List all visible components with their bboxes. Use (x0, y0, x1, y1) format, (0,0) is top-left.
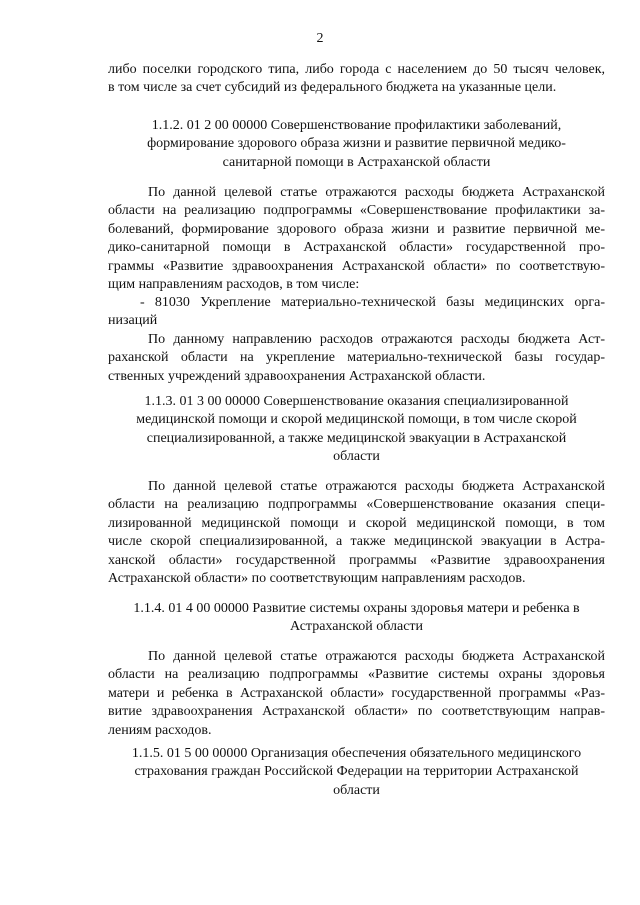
text-line: раханской области на укрепление материально-технической базы государ- (108, 350, 605, 366)
section-1-1-2-paragraph-2 (108, 331, 605, 386)
section-1-1-3-paragraph (108, 478, 605, 588)
text-line: По данной целевой статье отражаются расходы бюджета Астраханской (148, 649, 605, 664)
text-line: - 81030 Укрепление материально-технической базы медицинских орга- (140, 295, 605, 310)
heading-line: страхования граждан Российской Федерации на территории Астраханской (134, 764, 579, 780)
text-line: числе скорой специализированной, а также медицинской эвакуации в Астра- (108, 534, 605, 550)
heading-line: области (333, 449, 380, 465)
heading-line: 1.1.5. 01 5 00 00000 Организация обеспечения обязательного медицинского (131, 746, 582, 761)
section-1-1-2-paragraph (108, 184, 605, 294)
text-line: лениям расходов. (108, 722, 212, 738)
text-line: низаций (108, 313, 158, 329)
text-line: щим направлениям расходов, в том числе: (108, 277, 360, 293)
page-number: 2 (316, 31, 324, 46)
text-line: граммы «Развитие здравоохранения Астраханской области» по соответствую- (108, 258, 605, 274)
section-heading-1-1-2 (108, 117, 605, 172)
text-line: в том числе за счет субсидий из федерального бюджета на указанные цели. (108, 80, 557, 96)
text-line: Астраханской области» по соответствующим направлениям расходов. (108, 571, 526, 587)
text-line: области на реализацию подпрограммы «Совершенствование профилактики за- (108, 203, 605, 219)
text-line: матери и ребенка в Астраханской области» государственной программы «Раз- (108, 685, 605, 701)
text-line: витие здравоохранения Астраханской области» по соответствующим направ- (108, 704, 605, 720)
text-line: области на реализацию подпрограммы «Развитие системы охраны здоровья (108, 667, 605, 683)
heading-line: 1.1.2. 01 2 00 00000 Совершенствование профилактики заболеваний, (151, 118, 562, 133)
text-line: болеваний, формирование здорового образа жизни и развитие первичной ме- (108, 221, 605, 237)
heading-line: 1.1.3. 01 3 00 00000 Совершенствование оказания специализированной (144, 394, 569, 409)
section-1-1-4-paragraph (108, 648, 605, 740)
heading-line: 1.1.4. 01 4 00 00000 Развитие системы охраны здоровья матери и ребенка в (133, 601, 580, 616)
text-line: По данной целевой статье отражаются расходы бюджета Астраханской (148, 185, 605, 200)
heading-line: специализированной, а также медицинской эвакуации в Астраханской (146, 430, 567, 446)
text-line: По данному направлению расходов отражаются расходы бюджета Аст- (148, 332, 605, 347)
section-heading-1-1-3 (108, 393, 605, 467)
text-line: либо поселки городского типа, либо города с населением до 50 тысяч человек, (108, 62, 605, 77)
text-line: области на реализацию подпрограммы «Совершенствование оказания специ- (108, 497, 605, 513)
section-1-1-2-bullet (108, 294, 605, 331)
heading-line: формирование здорового образа жизни и развитие первичной медико- (147, 136, 566, 152)
section-heading-1-1-5 (108, 745, 605, 800)
intro-paragraph (108, 61, 605, 98)
text-line: ханской области» государственной программы «Развитие здравоохранения (108, 552, 605, 568)
heading-line: Астраханской области (289, 619, 424, 635)
text-line: дико-санитарной помощи в Астраханской области» государственной про- (108, 240, 605, 256)
text-line: лизированной медицинской помощи и скорой медицинской помощи, в том (108, 515, 605, 531)
heading-line: области (333, 782, 380, 798)
section-heading-1-1-4 (108, 600, 605, 637)
heading-line: санитарной помощи в Астраханской области (222, 154, 491, 170)
text-line: ственных учреждений здравоохранения Астраханской области. (108, 368, 486, 384)
text-line: По данной целевой статье отражаются расходы бюджета Астраханской (148, 479, 605, 494)
heading-line: медицинской помощи и скорой медицинской помощи, в том числе скорой (136, 412, 577, 428)
